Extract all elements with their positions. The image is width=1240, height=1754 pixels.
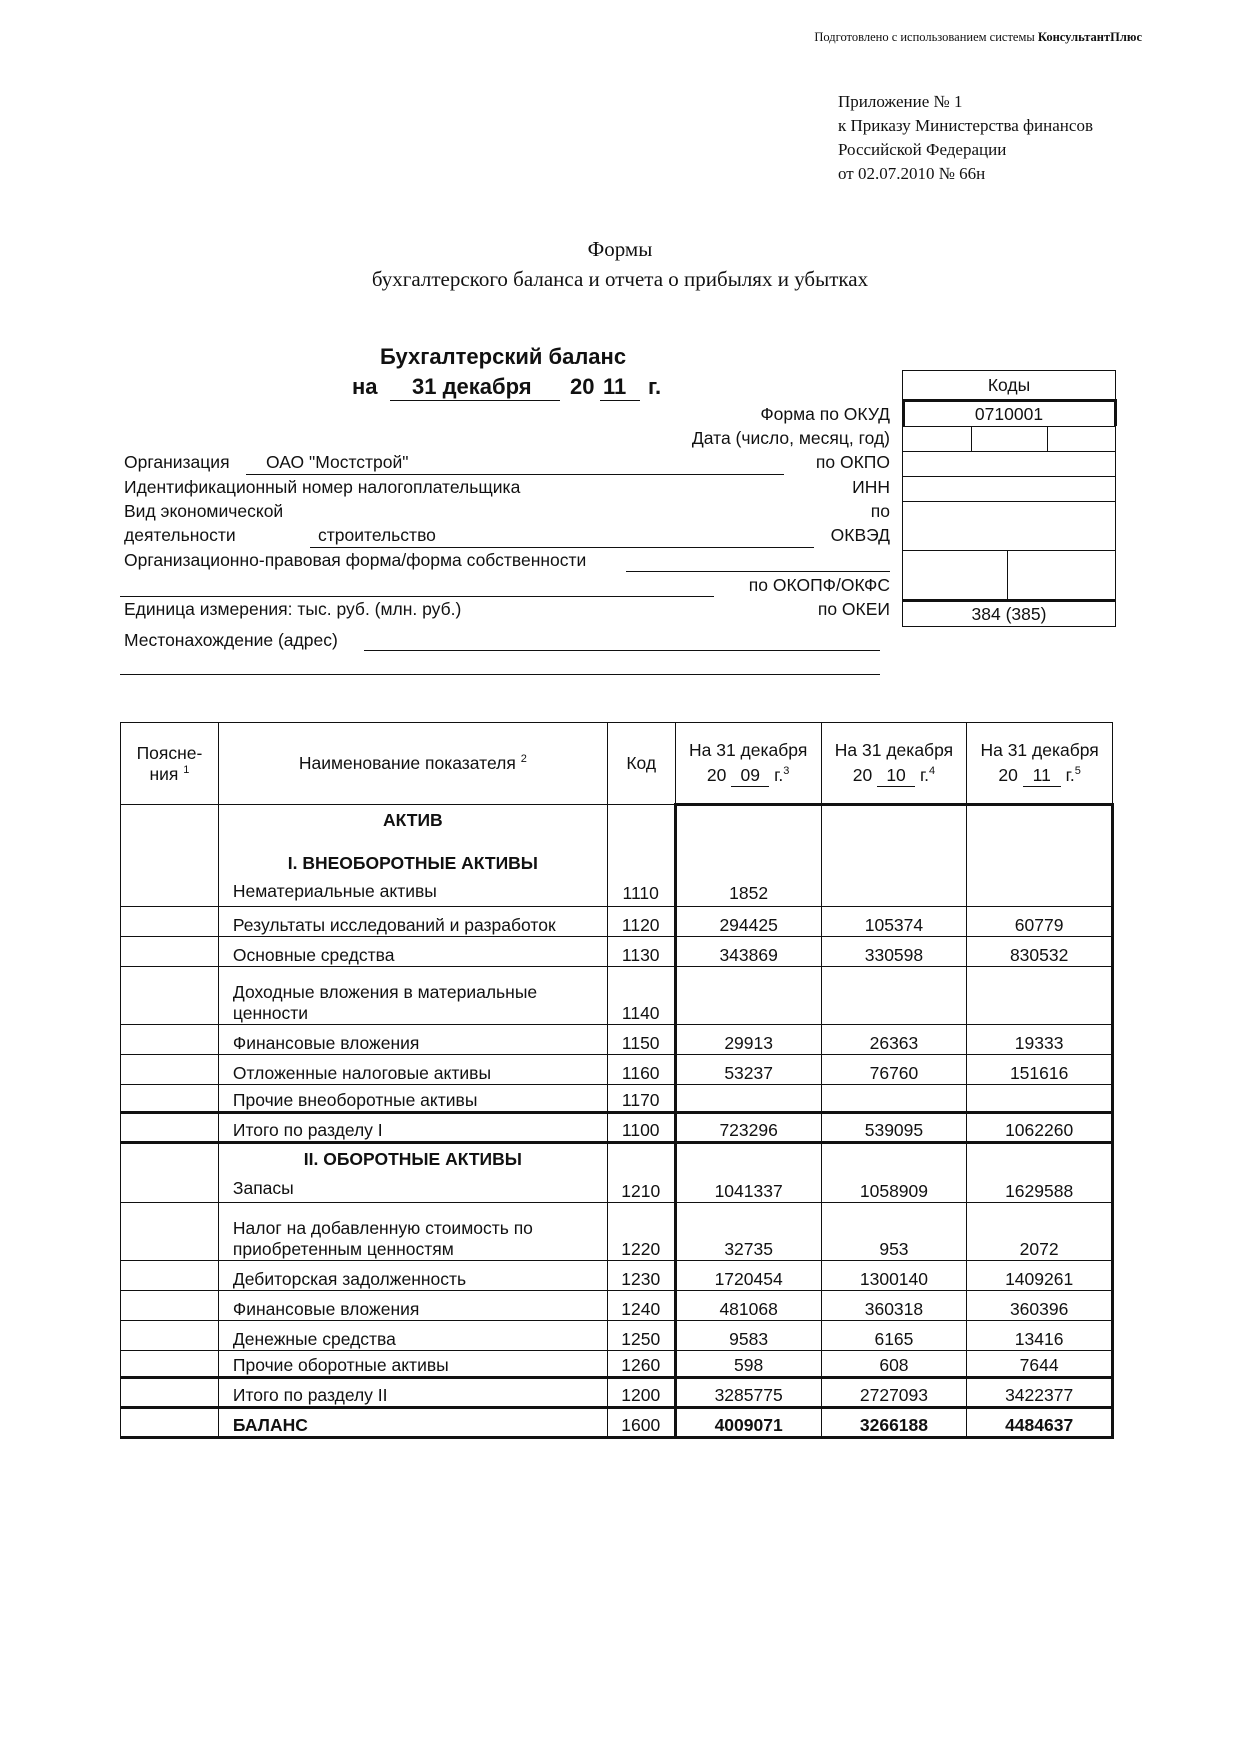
appendix-line-1: Приложение № 1 [838,92,963,111]
th-col3-g: г. [1065,764,1075,785]
row-value-2009: 1720454 [675,1261,821,1291]
balance-date-suffix: г. [648,374,662,399]
okei-value: 384 (385) [903,599,1115,626]
th-col2-year: 10 [877,765,915,787]
table-row [121,967,1113,1025]
th-col2-century: 20 [852,764,873,785]
row-code: 1120 [607,907,675,937]
th-notes [121,723,219,805]
row-code: 1110 [607,805,675,907]
row-value-2011: 1629588 [967,1143,1113,1203]
section-current-cell [218,1143,607,1203]
th-col3-sup: 5 [1074,764,1081,777]
codes-box [902,370,1116,627]
balance-date-prefix: на [352,374,378,399]
okei-label: по ОКЕИ [817,599,890,619]
th-col2-line-1: На 31 декабря [834,739,954,760]
row-code: 1200 [607,1378,675,1408]
activity-label-1: Вид экономической [124,501,284,521]
appendix-line-2: к Приказу Министерства финансов [838,116,1093,135]
table-header-row [121,723,1113,805]
okpo-code-cell [903,451,1115,476]
row-name-line-1: Доходные вложения в материальные [232,982,538,1002]
table-row [121,1085,1113,1113]
row-value-2009: 1852 [675,805,821,907]
th-col1-line-1: На 31 декабря [688,739,808,760]
legal-form-label: Организационно-правовая форма/форма собственности [124,550,587,570]
appendix-block [838,90,1093,186]
balance-date-year: 11 [603,374,627,399]
org-underline [246,474,784,475]
th-col3 [967,723,1113,805]
th-name-text: Наименование показателя [298,753,516,773]
date-code-cell [903,426,1115,451]
row-value-2011 [967,1085,1113,1113]
org-label: Организация [124,452,230,472]
address-underline-1 [364,650,880,651]
row-value-2010 [821,805,967,907]
legal-form-underline-1 [626,571,890,572]
row-value-2011 [967,805,1113,907]
th-code: Код [607,723,675,805]
table-row [121,1291,1113,1321]
row-value-2011: 7644 [967,1351,1113,1378]
row-value-2010 [821,967,967,1025]
inn-label: ИНН [852,477,890,497]
row-value-2010: 1058909 [821,1143,967,1203]
balance-table [120,722,1114,1439]
th-col3-century: 20 [998,764,1018,785]
row-name-line-1: Налог на добавленную стоимость по [232,1218,533,1238]
date-label: Дата (число, месяц, год) [691,428,890,448]
row-value-2011: 1062260 [967,1113,1113,1143]
okud-label: Форма по ОКУД [760,404,890,424]
section-assets-cell [218,805,607,907]
row-name: БАЛАНС [218,1408,607,1438]
th-col2-sup: 4 [929,764,936,777]
row-value-2011 [967,967,1113,1025]
section-noncurrent: I. ВНЕОБОРОТНЫЕ АКТИВЫ [287,853,538,873]
row-value-2009: 53237 [675,1055,821,1085]
th-col1-year: 09 [731,765,769,787]
row-value-2009: 32735 [675,1203,821,1261]
table-row [121,1143,1113,1203]
table-row [121,1055,1113,1085]
row-code: 1260 [607,1351,675,1378]
row-value-2011: 3422377 [967,1378,1113,1408]
th-notes-sup: 1 [183,763,190,776]
okopf-label: по ОКОПФ/ОКФС [748,575,890,595]
row-value-2011: 19333 [967,1025,1113,1055]
row-value-2010 [821,1085,967,1113]
row-value-2011: 4484637 [967,1408,1113,1438]
row-value-2010: 360318 [821,1291,967,1321]
balance-title: Бухгалтерский баланс [380,344,627,369]
th-col2-g: г. [919,764,930,785]
inn-code-cell [903,476,1115,501]
row-value-2009: 9583 [675,1321,821,1351]
table-row [121,805,1113,907]
th-col1-g: г. [774,764,784,785]
row-name: Дебиторская задолженность [218,1261,607,1291]
forms-title [0,234,1240,294]
unit-label: Единица измерения: тыс. руб. (млн. руб.) [124,599,462,619]
okud-value: 0710001 [902,399,1117,426]
row-value-2011: 60779 [967,907,1113,937]
prepared-prefix: Подготовлено с использованием системы [814,30,1035,44]
row-value-2009 [675,1085,821,1113]
row-name: Итого по разделу II [218,1378,607,1408]
row-value-2009: 343869 [675,937,821,967]
appendix-line-4: от 02.07.2010 № 66н [838,164,986,183]
row-code: 1100 [607,1113,675,1143]
row-value-2009 [675,967,821,1025]
row-value-2010: 330598 [821,937,967,967]
row-value-2011: 2072 [967,1203,1113,1261]
row-value-2010: 1300140 [821,1261,967,1291]
section-current: II. ОБОРОТНЫЕ АКТИВЫ [303,1149,522,1169]
table-row [121,1203,1113,1261]
appendix-line-3: Российской Федерации [838,140,1007,159]
legal-form-underline-2 [120,596,714,597]
th-col1 [675,723,821,805]
row-value-2011: 830532 [967,937,1113,967]
row-name: Нематериальные активы [232,881,437,901]
table-row [121,1025,1113,1055]
balance-date-day-month: 31 декабря [412,374,532,399]
row-value-2010: 539095 [821,1113,967,1143]
row-value-2010: 76760 [821,1055,967,1085]
row-value-2011: 1409261 [967,1261,1113,1291]
prepared-note [814,30,1142,45]
row-name: Отложенные налоговые активы [218,1055,607,1085]
activity-value: строительство [318,525,436,545]
row-code: 1250 [607,1321,675,1351]
row-name-line-2: приобретенным ценностям [232,1239,454,1259]
row-value-2011: 151616 [967,1055,1113,1085]
th-col3-year: 11 [1023,765,1061,787]
table-row [121,1113,1113,1143]
row-value-2010: 2727093 [821,1378,967,1408]
row-value-2010: 608 [821,1351,967,1378]
row-name [218,967,607,1025]
th-col1-sup: 3 [783,764,790,777]
row-value-2009: 481068 [675,1291,821,1321]
row-code: 1140 [607,967,675,1025]
row-code: 1130 [607,937,675,967]
th-col1-century: 20 [706,764,727,785]
org-value: ОАО "Мостстрой" [266,452,409,472]
row-name: Итого по разделу I [218,1113,607,1143]
table-row [121,1321,1113,1351]
row-code: 1160 [607,1055,675,1085]
th-col3-line-1: На 31 декабря [980,739,1099,760]
activity-underline [310,547,814,548]
activity-label-2: деятельности [124,525,236,545]
row-code: 1240 [607,1291,675,1321]
row-code: 1220 [607,1203,675,1261]
inn-row-label: Идентификационный номер налогоплательщика [124,477,521,497]
address-underline-2 [120,674,880,675]
row-code: 1600 [607,1408,675,1438]
row-name: Прочие оборотные активы [218,1351,607,1378]
balance-date-century: 20 [570,374,595,399]
row-name: Финансовые вложения [218,1291,607,1321]
row-value-2010: 6165 [821,1321,967,1351]
okved-label-1: по [870,501,890,521]
date-underline [390,400,560,401]
th-notes-line-1: Поясне- [136,742,203,763]
th-name-sup: 2 [520,753,527,766]
th-col2 [821,723,967,805]
okved-label-2: ОКВЭД [830,525,890,545]
row-name: Запасы [232,1178,294,1198]
table-row [121,1351,1113,1378]
row-value-2010: 953 [821,1203,967,1261]
row-name: Денежные средства [218,1321,607,1351]
row-value-2009: 294425 [675,907,821,937]
table-row [121,1408,1113,1438]
row-value-2009: 1041337 [675,1143,821,1203]
row-value-2009: 723296 [675,1113,821,1143]
row-value-2010: 105374 [821,907,967,937]
okved-code-cell [903,501,1115,550]
table-row [121,1378,1113,1408]
row-value-2011: 13416 [967,1321,1113,1351]
row-code: 1150 [607,1025,675,1055]
table-row [121,907,1113,937]
okopf-code-cell [903,550,1115,599]
row-name [218,1203,607,1261]
row-name: Результаты исследований и разработок [218,907,607,937]
codes-header: Коды [987,375,1031,395]
row-value-2009: 598 [675,1351,821,1378]
table-row [121,1261,1113,1291]
row-value-2010: 3266188 [821,1408,967,1438]
year-underline [600,400,640,401]
prepared-brand: КонсультантПлюс [1037,30,1142,44]
section-assets: АКТИВ [383,810,443,830]
row-name: Прочие внеоборотные активы [218,1085,607,1113]
row-value-2009: 4009071 [675,1408,821,1438]
forms-title-line-2: бухгалтерского баланса и отчета о прибылях и убытках [371,267,869,291]
row-code: 1170 [607,1085,675,1113]
row-code: 1230 [607,1261,675,1291]
row-name: Основные средства [218,937,607,967]
table-row [121,937,1113,967]
th-name [218,723,607,805]
forms-title-line-1: Формы [587,237,653,261]
row-value-2009: 29913 [675,1025,821,1055]
address-label: Местонахождение (адрес) [124,630,338,650]
row-value-2009: 3285775 [675,1378,821,1408]
row-value-2011: 360396 [967,1291,1113,1321]
okpo-label: по ОКПО [815,452,890,472]
th-notes-line-2: ния [149,763,179,784]
row-name-line-2: ценности [232,1003,309,1023]
row-code: 1210 [607,1143,675,1203]
row-value-2010: 26363 [821,1025,967,1055]
row-name: Финансовые вложения [218,1025,607,1055]
